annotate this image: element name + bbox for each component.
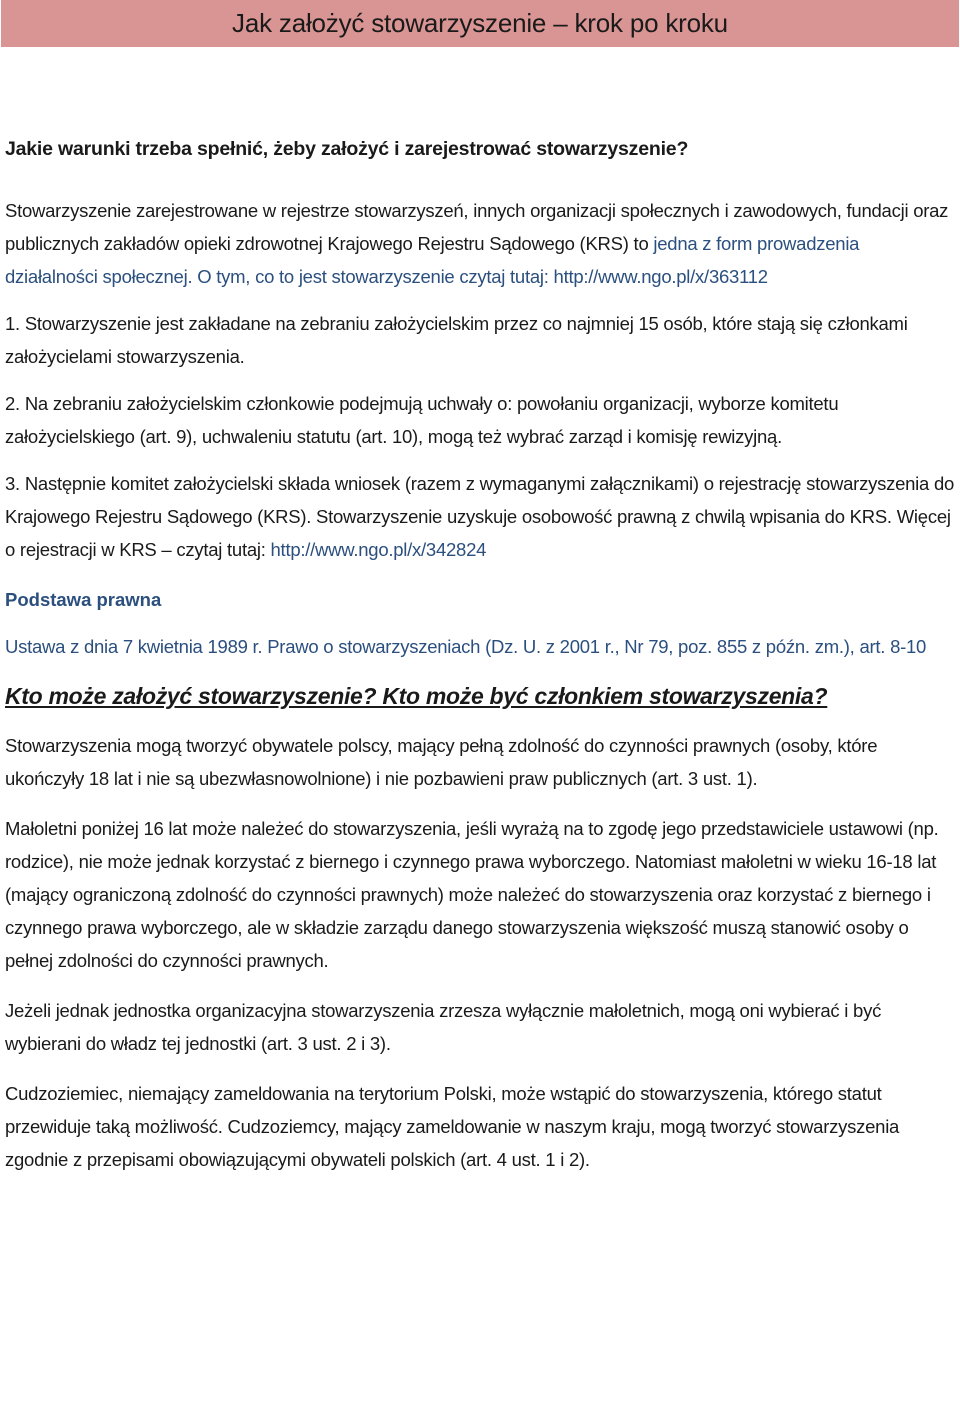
section-2-paragraph-2: Małoletni poniżej 16 lat może należeć do stowarzyszenia, jeśli wyrażą na to zgodę jego przedstawiciele ustawowi (np. rodzice), nie może jednak korzystać z biernego i czynnego prawa wyborczego. Natomiast małoletni w wieku 16-18 lat (mający ograniczoną zdolność do czynności prawnych) może należeć do stowarzyszenia oraz korzystać z biernego i czynnego prawa wyborczego, ale w składzie zarządu danego stowarzyszenia większość muszą stanowić osoby o pełnej zdolności do czynności prawnych. (5, 818, 939, 971)
legal-basis-label: Podstawa prawna (5, 589, 162, 610)
step-1: 1. Stowarzyszenie jest zakładane na zebraniu założycielskim przez co najmniej 15 osób, które stają się członkami założycielami stowarzyszenia. (5, 313, 908, 367)
step-2: 2. Na zebraniu założycielskim członkowie podejmują uchwały o: powołaniu organizacji, wyborze komitetu założycielskiego (art. 9), uchwaleniu statutu (art. 10), mogą też wybrać zarząd i komisję rewizyjną. (5, 393, 839, 447)
intro-text: Stowarzyszenie zarejestrowane w rejestrze stowarzyszeń, innych organizacji społecznych i zawodowych, fundacji oraz publicznych zakładów opieki zdrowotnej Krajowego Rejestru Sądowego (KRS) to (5, 200, 949, 254)
legal-basis-text: Ustawa z dnia 7 kwietnia 1989 r. Prawo o stowarzyszeniach (Dz. U. z 2001 r., Nr 79, poz. 855 z późn. zm.), art. 8-10 (5, 636, 927, 657)
document-body (5, 133, 955, 1190)
intro-paragraph (5, 194, 955, 293)
title-banner (1, 0, 959, 47)
page-title: Jak założyć stowarzyszenie – krok po kroku (232, 8, 728, 38)
step-3 (5, 467, 955, 566)
krs-link[interactable]: http://www.ngo.pl/x/342824 (270, 539, 487, 560)
section-2-heading: Kto może założyć stowarzyszenie? Kto może być członkiem stowarzyszenia? (5, 683, 828, 709)
step-3-text: 3. Następnie komitet założycielski składa wniosek (razem z wymaganymi załącznikami) o rejestrację stowarzyszenia do Krajowego Rejestru Sądowego (KRS). Stowarzyszenie uzyskuje osobowość prawną z chwilą wpisania do KRS. Więcej o rejestracji w KRS – czytaj tutaj: (5, 473, 955, 560)
section-2-paragraph-1: Stowarzyszenia mogą tworzyć obywatele polscy, mający pełną zdolność do czynności prawnych (osoby, które ukończyły 18 lat i nie są ubezwłasnowolnione) i nie pozbawieni praw publicznych (art. 3 ust. 1). (5, 735, 878, 789)
question-heading: Jakie warunki trzeba spełnić, żeby założyć i zarejestrować stowarzyszenie? (5, 138, 689, 160)
section-2-paragraph-4: Cudzoziemiec, niemający zameldowania na terytorium Polski, może wstąpić do stowarzyszenia, którego statut przewiduje taką możliwość. Cudzoziemcy, mający zameldowanie w naszym kraju, mogą tworzyć stowarzyszenia zgodnie z przepisami obowiązującymi obywateli polskich (art. 4 ust. 1 i 2). (5, 1083, 900, 1170)
section-2-paragraph-3: Jeżeli jednak jednostka organizacyjna stowarzyszenia zrzesza wyłącznie małoletnich, mogą oni wybierać i być wybierani do władz tej jednostki (art. 3 ust. 2 i 3). (5, 1000, 882, 1054)
intro-text-blue: jedna z form prowadzenia działalności społecznej. O tym, co to jest stowarzyszenie czytaj tutaj: http://www.ngo.pl/x/363112 (5, 233, 860, 287)
